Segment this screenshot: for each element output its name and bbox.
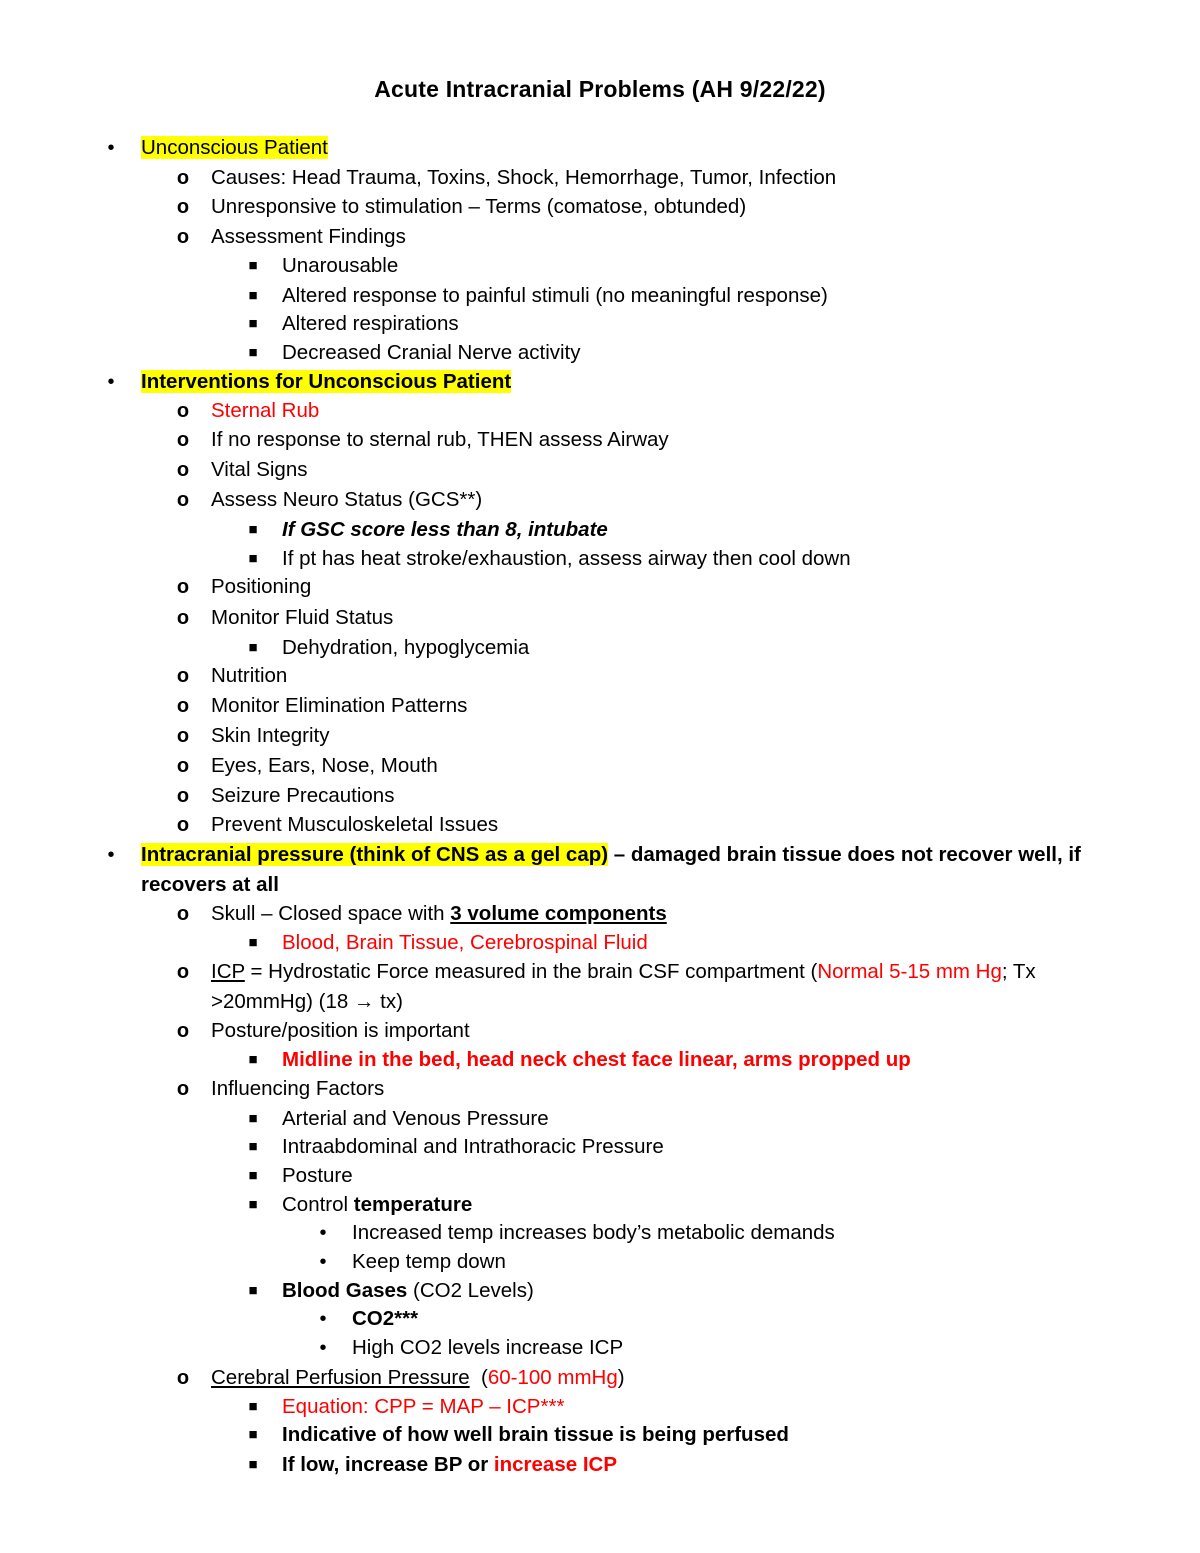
bullet-icon: o bbox=[176, 1078, 190, 1100]
list-item-if-low bbox=[282, 1452, 617, 1478]
list-item-finding: Altered respirations bbox=[282, 312, 459, 335]
bullet-icon: • bbox=[319, 1222, 327, 1244]
icp-normal: Normal 5-15 mm Hg bbox=[817, 960, 1002, 983]
list-item-no-response: If no response to sternal rub, THEN assess Airway bbox=[211, 428, 669, 451]
list-item-indicative: Indicative of how well brain tissue is being perfused bbox=[282, 1423, 789, 1446]
bullet-icon: ■ bbox=[248, 1426, 258, 1443]
bullet-icon: ■ bbox=[248, 550, 258, 567]
section-heading-interventions bbox=[141, 369, 511, 395]
list-item-factor: Arterial and Venous Pressure bbox=[282, 1107, 549, 1130]
bullet-icon: ■ bbox=[248, 639, 258, 656]
list-item-vitals: Vital Signs bbox=[211, 458, 308, 481]
bullet-icon: o bbox=[176, 1367, 190, 1389]
bullet-icon: o bbox=[176, 1020, 190, 1042]
bullet-icon: ■ bbox=[248, 257, 258, 274]
bullet-icon: o bbox=[176, 755, 190, 777]
list-item-neuro: Assess Neuro Status (GCS**) bbox=[211, 488, 483, 511]
list-item-fluid: Monitor Fluid Status bbox=[211, 606, 394, 629]
control-text: Control bbox=[282, 1193, 354, 1216]
list-item-finding: Unarousable bbox=[282, 254, 399, 277]
icp-cont-a: >20mmHg) (18 bbox=[211, 990, 354, 1013]
bullet-icon: ■ bbox=[248, 287, 258, 304]
list-item-sternal-rub: Sternal Rub bbox=[211, 399, 320, 422]
list-item-temp: Increased temp increases body’s metabolic demands bbox=[352, 1221, 835, 1244]
list-item-icp bbox=[211, 959, 1036, 985]
list-item-gsc: If GSC score less than 8, intubate bbox=[282, 518, 608, 541]
list-item-skull bbox=[211, 901, 667, 927]
list-item-elimination: Monitor Elimination Patterns bbox=[211, 694, 468, 717]
list-item-midline: Midline in the bed, head neck chest face linear, arms propped up bbox=[282, 1048, 911, 1071]
blood-gases-text: Blood Gases bbox=[282, 1279, 408, 1302]
heading-rest-text: – damaged brain tissue does not recover well, if bbox=[608, 843, 1081, 866]
cpp-open: ( bbox=[469, 1366, 488, 1389]
bullet-icon: o bbox=[176, 725, 190, 747]
bullet-icon: • bbox=[107, 371, 115, 393]
list-item-co2: CO2*** bbox=[352, 1307, 419, 1330]
list-item-skin: Skin Integrity bbox=[211, 724, 330, 747]
icp-text: = Hydrostatic Force measured in the brain CSF compartment ( bbox=[244, 960, 818, 983]
bullet-icon: ■ bbox=[248, 1398, 258, 1415]
icp-label: ICP bbox=[211, 960, 245, 983]
cpp-label: Cerebral Perfusion Pressure bbox=[211, 1366, 470, 1389]
bullet-icon: o bbox=[176, 903, 190, 925]
increase-icp-text: increase ICP bbox=[493, 1453, 617, 1476]
list-item-cpp bbox=[211, 1365, 625, 1391]
bullet-icon: • bbox=[319, 1251, 327, 1273]
list-item-blood-gases bbox=[282, 1278, 534, 1304]
icp-tx: ; Tx bbox=[1001, 960, 1036, 983]
cpp-range: 60-100 mmHg bbox=[487, 1366, 618, 1389]
bullet-icon: • bbox=[319, 1308, 327, 1330]
bullet-icon: o bbox=[176, 695, 190, 717]
temperature-text: temperature bbox=[353, 1193, 473, 1216]
bullet-icon: ■ bbox=[248, 521, 258, 538]
bullet-icon: ■ bbox=[248, 934, 258, 951]
list-item-finding: Altered response to painful stimuli (no meaningful response) bbox=[282, 284, 828, 307]
list-item-control-temp bbox=[282, 1192, 472, 1218]
bullet-icon: o bbox=[176, 196, 190, 218]
bullet-icon: o bbox=[176, 459, 190, 481]
bullet-icon: o bbox=[176, 665, 190, 687]
bullet-icon: ■ bbox=[248, 1282, 258, 1299]
list-item-nutrition: Nutrition bbox=[211, 664, 288, 687]
arrow-right-icon: → bbox=[353, 990, 375, 1013]
bullet-icon: • bbox=[319, 1337, 327, 1359]
bullet-icon: o bbox=[176, 576, 190, 598]
bullet-icon: o bbox=[176, 167, 190, 189]
bullet-icon: ■ bbox=[248, 1110, 258, 1127]
bullet-icon: ■ bbox=[248, 1456, 258, 1473]
list-item-temp: Keep temp down bbox=[352, 1250, 506, 1273]
bullet-icon: • bbox=[107, 844, 115, 866]
heading-text: Unconscious Patient bbox=[141, 136, 328, 159]
bullet-icon: ■ bbox=[248, 344, 258, 361]
bullet-icon: o bbox=[176, 226, 190, 248]
bullet-icon: o bbox=[176, 400, 190, 422]
heading-continuation: recovers at all bbox=[141, 873, 279, 896]
list-item-equation: Equation: CPP = MAP – ICP*** bbox=[282, 1395, 565, 1418]
bullet-icon: o bbox=[176, 785, 190, 807]
icp-continuation bbox=[211, 989, 403, 1015]
bullet-icon: • bbox=[107, 137, 115, 159]
list-item-unresponsive: Unresponsive to stimulation – Terms (comatose, obtunded) bbox=[211, 195, 747, 218]
heading-text: Intracranial pressure (think of CNS as a gel cap) bbox=[141, 843, 609, 866]
heading-text: Interventions for Unconscious Patient bbox=[141, 370, 512, 393]
list-item-posture: Posture/position is important bbox=[211, 1019, 470, 1042]
skull-components-text: 3 volume components bbox=[450, 902, 667, 925]
bullet-icon: ■ bbox=[248, 1167, 258, 1184]
list-item-factor: Posture bbox=[282, 1164, 353, 1187]
list-item-eyes: Eyes, Ears, Nose, Mouth bbox=[211, 754, 438, 777]
skull-text: Skull – Closed space with bbox=[211, 902, 451, 925]
list-item-components: Blood, Brain Tissue, Cerebrospinal Fluid bbox=[282, 931, 648, 954]
section-heading-icp bbox=[141, 842, 1081, 868]
list-item-assessment: Assessment Findings bbox=[211, 225, 406, 248]
list-item-dehydration: Dehydration, hypoglycemia bbox=[282, 636, 530, 659]
bullet-icon: o bbox=[176, 814, 190, 836]
bullet-icon: ■ bbox=[248, 1138, 258, 1155]
list-item-seizure: Seizure Precautions bbox=[211, 784, 395, 807]
bullet-icon: o bbox=[176, 961, 190, 983]
bullet-icon: ■ bbox=[248, 315, 258, 332]
list-item-positioning: Positioning bbox=[211, 575, 312, 598]
cpp-close: ) bbox=[617, 1366, 625, 1389]
bullet-icon: o bbox=[176, 429, 190, 451]
list-item-heat: If pt has heat stroke/exhaustion, assess airway then cool down bbox=[282, 547, 851, 570]
bullet-icon: ■ bbox=[248, 1196, 258, 1213]
co2-levels-text: (CO2 Levels) bbox=[407, 1279, 534, 1302]
list-item-high-co2: High CO2 levels increase ICP bbox=[352, 1336, 624, 1359]
list-item-influencing: Influencing Factors bbox=[211, 1077, 385, 1100]
section-heading-unconscious bbox=[141, 135, 328, 161]
list-item-factor: Intraabdominal and Intrathoracic Pressure bbox=[282, 1135, 664, 1158]
icp-cont-b: tx) bbox=[374, 990, 403, 1013]
list-item-finding: Decreased Cranial Nerve activity bbox=[282, 341, 581, 364]
if-low-text: If low, increase BP or bbox=[282, 1453, 494, 1476]
bullet-icon: o bbox=[176, 489, 190, 511]
bullet-icon: o bbox=[176, 607, 190, 629]
list-item-musculo: Prevent Musculoskeletal Issues bbox=[211, 813, 499, 836]
list-item-causes: Causes: Head Trauma, Toxins, Shock, Hemorrhage, Tumor, Infection bbox=[211, 166, 837, 189]
bullet-icon: ■ bbox=[248, 1051, 258, 1068]
page-title: Acute Intracranial Problems (AH 9/22/22) bbox=[374, 76, 826, 102]
